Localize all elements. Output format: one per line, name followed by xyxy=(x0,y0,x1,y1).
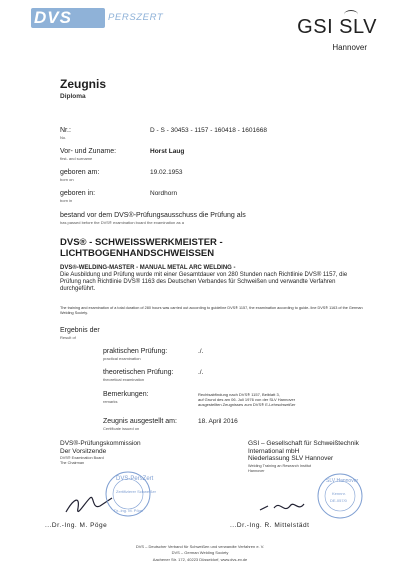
birthplace-label-en: born in xyxy=(60,198,73,203)
left-stamp-top: DVS-PersZert xyxy=(116,476,154,482)
right-stamp-code: DE-057/0 xyxy=(330,498,347,503)
footer-line2: DVS – German Welding Society xyxy=(171,550,229,555)
footer-line3: Aachener Str. 172, 40223 Düsseldorf, www.dvs-ev.de xyxy=(152,557,248,562)
right-signature-name: ...Dr.-Ing. R. Mittelstädt xyxy=(230,522,310,529)
right-stamp-mid: Kennnr. xyxy=(332,491,346,496)
issue-date-label: Zeugnis ausgestellt am: xyxy=(103,418,177,425)
theory-exam-label-en: theoretical examination xyxy=(103,377,145,382)
number-label: Nr.: xyxy=(60,127,71,134)
theory-exam-label: theoretischen Prüfung: xyxy=(103,369,174,376)
gsi-logo-text: GSI SLV xyxy=(297,16,377,38)
left-signature-name: ...Dr.-Ing. M. Pöge xyxy=(45,522,108,529)
remarks-line1: Rechtsabfindung nach DVS® 1157, Beiblatt 3, xyxy=(198,392,280,397)
right-handwritten-signature xyxy=(260,504,304,510)
remarks-text xyxy=(198,392,295,407)
result-heading: Ergebnis der xyxy=(60,327,100,334)
board-role: Der Vorsitzende xyxy=(60,447,107,455)
gsi-logo-city: Hannover xyxy=(332,43,367,52)
practical-exam-label: praktischen Prüfung: xyxy=(103,348,168,355)
practical-exam-label-en: practical examination xyxy=(103,356,141,361)
gsi-branch: Niederlassung SLV Hannover xyxy=(248,455,334,462)
result-heading-en: Result of xyxy=(60,335,76,340)
institute-city-en: Hannover xyxy=(248,469,265,473)
qualification-title-en: DVS®-WELDING-MASTER - MANUAL METAL ARC WELDING - xyxy=(60,265,236,271)
dvs-perszert-logo xyxy=(31,8,164,28)
birthplace-label: geboren in: xyxy=(60,190,96,197)
left-stamp-bottom: Dr.-Ing. M. Pöge xyxy=(114,508,144,513)
footer-line1: DVS – Deutscher Verband für Schweißen und verwandte Verfahren e. V. xyxy=(135,544,265,549)
right-signatory-name: Dr.-Ing. R. Mittelstädt xyxy=(236,522,310,529)
theory-exam-result: ./. xyxy=(198,369,204,376)
exam-passed-text: bestand vor dem DVS®-Prüfungsausschuss die Prüfung als xyxy=(60,212,246,219)
issue-date-value: 18. April 2016 xyxy=(198,418,238,425)
gsi-company-form: International mbH xyxy=(248,447,300,455)
birthdate-label-en: born on xyxy=(60,177,74,182)
left-signatory-name: Dr.-Ing. M. Pöge xyxy=(51,522,108,529)
board-name-en: DVS® Examination Board xyxy=(60,456,104,460)
document-title: Zeugnis xyxy=(60,77,107,91)
qualification-description-en: The training and examination of a total duration of 280 hours was carried out according to guideline DVS® 1157, the examination according to guide- line DVS® 1163 of the German Welding Society. xyxy=(60,306,363,315)
left-signatory-en xyxy=(60,456,104,466)
dvs-logo-text: DVS xyxy=(34,8,72,27)
certificate-number: D - S - 30453 - 1157 - 160418 - 1601668 xyxy=(150,127,267,134)
remarks-label-en: remarks xyxy=(103,399,118,404)
number-label-en: No. xyxy=(60,135,67,140)
institute-name-en: Welding Training an Research Institut xyxy=(248,464,312,468)
left-stamp-mid: Zertifizierer Schweißer xyxy=(116,489,157,494)
remarks-label: Bemerkungen: xyxy=(103,391,149,398)
remarks-line3: ausgestellten Zeugnisses zum DVS® E-Lehrschweißer xyxy=(198,402,296,407)
right-stamp-top: SLV Hannover xyxy=(326,478,359,484)
name-label-en: first- and surname xyxy=(60,156,93,161)
perszert-wordmark: PERSZERT xyxy=(108,12,164,23)
name-label: Vor- und Zuname: xyxy=(60,148,117,155)
board-name: DVS®-Prüfungskommission xyxy=(60,440,141,447)
birthplace-value: Nordhorn xyxy=(150,190,178,197)
left-signature-and-stamp xyxy=(60,468,170,528)
qualification-title-line2: LICHTBOGENHANDSCHWEISSEN xyxy=(60,248,215,259)
remarks-line2: auf Grund des am 06. Juli 1976 von der SLV Hannover xyxy=(198,397,296,402)
qualification-description: Die Ausbildung und Prüfung wurde mit einer Gesamtdauer von 280 Stunden nach Richtlinie DVS® 1157, die Prüfung nach Richtlinie DVS® 1163 des Deutschen Verbandes für Schweißen und verwandte Verfahren durchgeführt. xyxy=(60,272,348,292)
holder-name: Horst Laug xyxy=(150,148,185,155)
birthdate-label: geboren am: xyxy=(60,169,100,176)
issue-date-label-en: Certificate issued on xyxy=(103,426,140,431)
board-role-en: The Chairman xyxy=(60,461,85,465)
gsi-slv-logo xyxy=(287,10,377,52)
exam-passed-text-en: has passed before the DVS® examination board the examination as a xyxy=(60,220,184,225)
right-signatory-block xyxy=(248,440,359,463)
qualification-title-line1: DVS® - SCHWEISSWERKMEISTER - xyxy=(60,237,223,248)
left-signatory-block xyxy=(60,440,141,455)
practical-exam-result: ./. xyxy=(198,348,204,355)
gsi-company-name: GSI – Gesellschaft für Schweißtechnik xyxy=(248,440,359,447)
qualification-title xyxy=(60,237,223,259)
right-signature-and-stamp xyxy=(250,468,370,528)
birthdate-value: 19.02.1953 xyxy=(150,169,183,176)
left-handwritten-signature xyxy=(66,497,112,512)
document-subtitle: Diploma xyxy=(60,93,86,100)
